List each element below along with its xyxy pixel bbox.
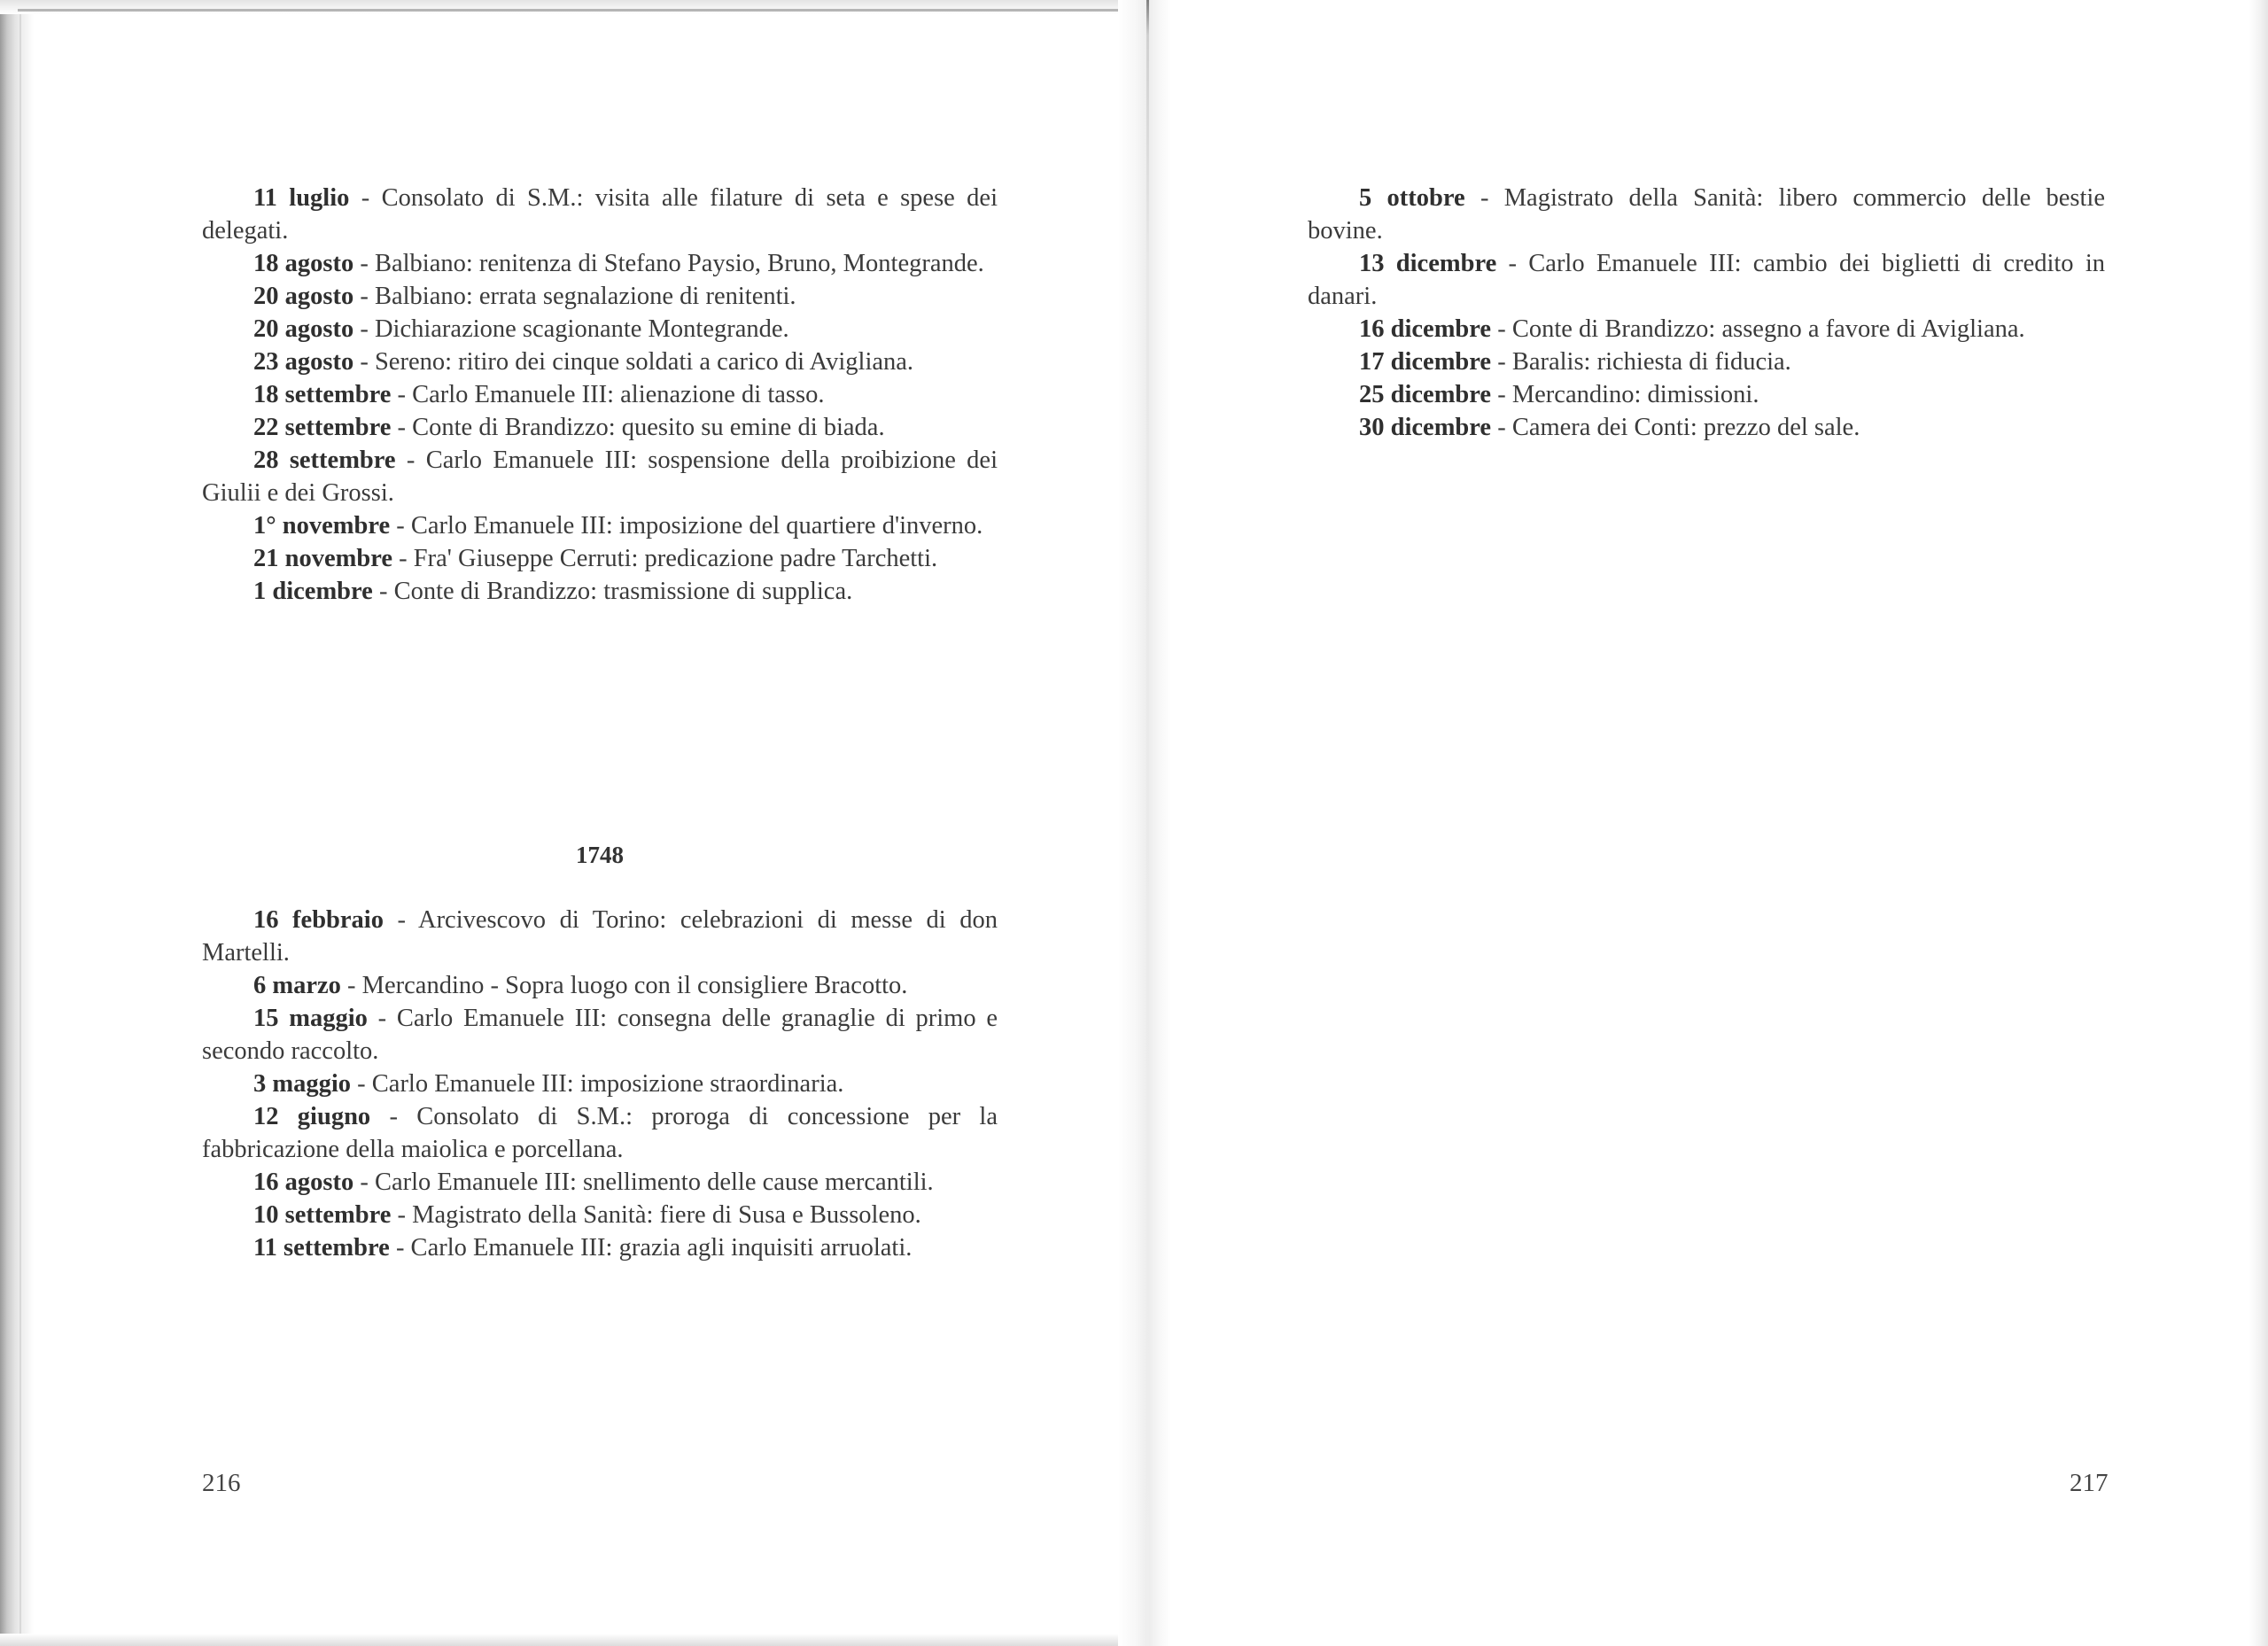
entry-date: 3 maggio [253, 1070, 352, 1098]
list-item [202, 1166, 998, 1199]
entry-text: - Carlo Emanuele III: snellimento delle cause mercantili. [353, 1169, 934, 1196]
entry-date: 22 settembre [253, 414, 392, 441]
entry-date: 15 maggio [253, 1005, 368, 1032]
list-item [1308, 247, 2105, 313]
page-number-left: 216 [202, 1469, 241, 1497]
page-number-right: 217 [2070, 1469, 2109, 1497]
entry-text: - Carlo Emanuele III: cambio dei biglietti di credito in danari. [1308, 250, 2106, 310]
list-item [202, 1199, 998, 1231]
page-right-edge [2249, 0, 2268, 1646]
page-top-edge [0, 0, 1169, 14]
entry-text: - Fra' Giuseppe Cerruti: predicazione padre Tarchetti. [392, 545, 938, 572]
year-heading: 1748 [576, 842, 624, 868]
entry-date: 11 settembre [253, 1234, 390, 1262]
entry-date: 11 luglio [253, 184, 350, 212]
entry-text: - Carlo Emanuele III: imposizione straordinaria. [351, 1070, 844, 1098]
entry-text: - Balbiano: renitenza di Stefano Paysio, Bruno, Montegrande. [353, 250, 984, 277]
list-item [1308, 378, 2105, 411]
list-item [202, 904, 998, 969]
entry-text: - Carlo Emanuele III: grazia agli inquisiti arruolati. [389, 1234, 913, 1262]
entry-text: - Baralis: richiesta di fiducia. [1491, 348, 1791, 376]
entry-text: - Consolato di S.M.: proroga di concessione per la fabbricazione della maiolica e porcellana. [202, 1103, 998, 1163]
book-gutter [1118, 0, 1171, 1646]
entry-date: 30 dicembre [1359, 414, 1492, 441]
entry-date: 16 dicembre [1359, 315, 1492, 343]
entry-date: 20 agosto [253, 283, 354, 310]
list-item [202, 280, 998, 313]
entry-date: 6 marzo [253, 972, 341, 999]
entry-text: - Balbiano: errata segnalazione di renitenti. [353, 283, 796, 310]
list-item [202, 1100, 998, 1166]
binding-edge-line [19, 9, 21, 1639]
entry-date: 25 dicembre [1359, 381, 1492, 408]
entry-date: 21 novembre [253, 545, 393, 572]
page-bottom-edge [0, 1634, 1169, 1646]
list-item [202, 182, 998, 247]
entry-date: 16 agosto [253, 1169, 354, 1196]
list-item [202, 346, 998, 378]
entry-text: - Sereno: ritiro dei cinque soldati a carico di Avigliana. [353, 348, 914, 376]
list-item [202, 575, 998, 608]
entry-text: - Arcivescovo di Torino: celebrazioni di messe di don Martelli. [202, 906, 998, 967]
entry-text: - Magistrato della Sanità: fiere di Susa e Bussoleno. [391, 1201, 921, 1229]
entry-date: 1° novembre [253, 512, 391, 540]
entry-text: - Consolato di S.M.: visita alle filature di seta e spese dei delegati. [202, 184, 998, 245]
entry-text: - Dichiarazione scagionante Montegrande. [353, 315, 789, 343]
right-page-entries [1308, 182, 2105, 444]
entry-date: 16 febbraio [253, 906, 384, 934]
entry-text: - Carlo Emanuele III: imposizione del quartiere d'inverno. [390, 512, 983, 540]
list-item [202, 313, 998, 346]
gutter-fold-line [1146, 0, 1149, 1646]
list-item [202, 411, 998, 444]
entry-text: - Carlo Emanuele III: alienazione di tasso. [391, 381, 825, 408]
list-item [202, 444, 998, 509]
list-item [1308, 182, 2105, 247]
list-item [202, 969, 998, 1002]
entry-text: - Carlo Emanuele III: sospensione della proibizione dei Giulii e dei Grossi. [202, 446, 998, 507]
entry-text: - Mercandino - Sopra luogo con il consigliere Bracotto. [340, 972, 908, 999]
entry-text: - Magistrato della Sanità: libero commercio delle bestie bovine. [1308, 184, 2105, 245]
entry-date: 1 dicembre [253, 578, 373, 605]
entry-date: 13 dicembre [1359, 250, 1497, 277]
list-item [202, 1231, 998, 1264]
list-item [202, 542, 998, 575]
entry-text: - Conte di Brandizzo: quesito su emine di biada. [391, 414, 885, 441]
binding-edge-left [0, 0, 34, 1646]
entry-date: 10 settembre [253, 1201, 392, 1229]
list-item [202, 247, 998, 280]
entry-text: - Camera dei Conti: prezzo del sale. [1491, 414, 1860, 441]
entry-text: - Mercandino: dimissioni. [1491, 381, 1759, 408]
list-item [1308, 313, 2105, 346]
entry-date: 23 agosto [253, 348, 354, 376]
left-page-entries-1748 [202, 904, 998, 1264]
entry-date: 18 settembre [253, 381, 392, 408]
entry-date: 12 giugno [253, 1103, 371, 1130]
entry-text: - Conte di Brandizzo: assegno a favore di Avigliana. [1491, 315, 2025, 343]
entry-date: 17 dicembre [1359, 348, 1492, 376]
entry-text: - Carlo Emanuele III: consegna delle granaglie di primo e secondo raccolto. [202, 1005, 998, 1065]
entry-date: 28 settembre [253, 446, 396, 474]
list-item [202, 1002, 998, 1068]
page-top-rule [18, 9, 1161, 12]
list-item [202, 1068, 998, 1100]
entry-date: 5 ottobre [1359, 184, 1465, 212]
list-item [202, 509, 998, 542]
left-page-entries-1747 [202, 182, 998, 608]
list-item [1308, 411, 2105, 444]
entry-date: 18 agosto [253, 250, 354, 277]
entry-text: - Conte di Brandizzo: trasmissione di supplica. [372, 578, 853, 605]
entry-date: 20 agosto [253, 315, 354, 343]
list-item [202, 378, 998, 411]
list-item [1308, 346, 2105, 378]
